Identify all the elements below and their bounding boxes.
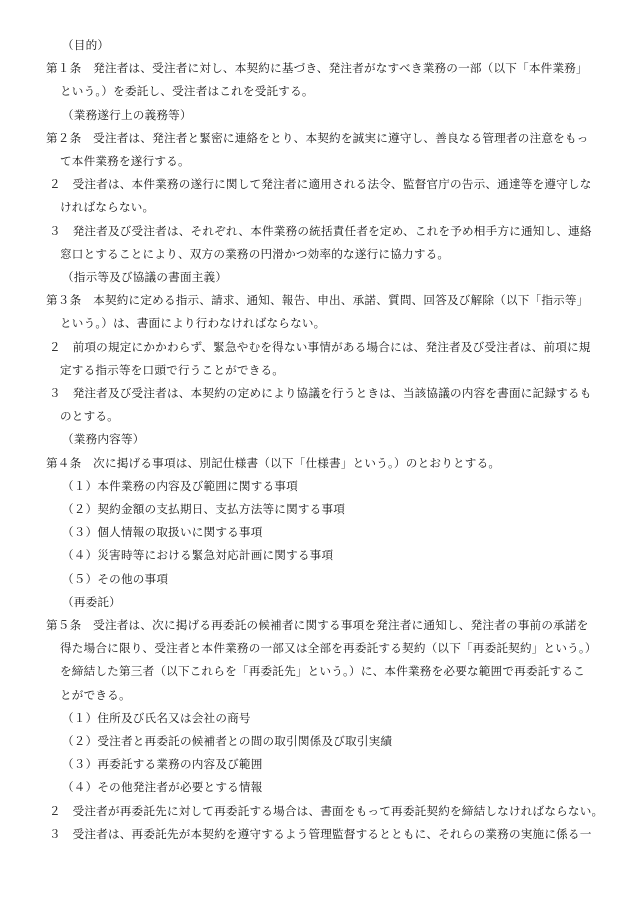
paragraph-line: ３ 発注者及び受注者は、それぞれ、本件業務の統括責任者を定め、これを予め相手方に通知し、連絡 — [49, 223, 592, 238]
article-line: 第３条 本契約に定める指示、請求、通知、報告、申出、承諾、質問、回答及び解除（以下「指示等」 — [46, 293, 589, 308]
continuation-line: とができる。 — [60, 687, 131, 702]
list-item: （１）本件業務の内容及び範囲に関する事項 — [62, 478, 298, 493]
paragraph-line: ３ 発注者及び受注者は、本契約の定めにより協議を行うときは、当該協議の内容を書面に記録するも — [49, 386, 592, 400]
section-heading: （業務遂行上の義務等） — [62, 107, 192, 122]
list-item: （３）個人情報の取扱いに関する事項 — [62, 525, 263, 540]
continuation-line: 定する指示等を口頭で行うことができる。 — [60, 362, 285, 377]
continuation-line: ければならない。 — [60, 200, 155, 215]
article-line: 第４条 次に掲げる事項は、別記仕様書（以下「仕様書」という。）のとおりとする。 — [46, 455, 501, 470]
list-item: （３）再委託する業務の内容及び範囲 — [62, 757, 263, 772]
continuation-line: 得た場合に限り、受注者と本件業務の一部又は全部を再委託する契約（以下「再委託契約」という。） — [60, 641, 597, 656]
continuation-line: て本件業務を遂行する。 — [60, 154, 190, 168]
list-item: （４）その他発注者が必要とする情報 — [62, 780, 263, 795]
article-line: 第２条 受注者は、発注者と緊密に連絡をとり、本契約を誠実に遵守し、善良なる管理者の注意をもっ — [46, 130, 589, 145]
section-heading: （目的） — [62, 38, 110, 52]
list-item: （２）契約金額の支払期日、支払方法等に関する事項 — [62, 502, 346, 516]
paragraph-line: ２ 受注者が再委託先に対して再委託する場合は、書面をもって再委託契約を締結しなければならない。 — [49, 803, 604, 818]
paragraph-line: ２ 受注者は、本件業務の遂行に関して発注者に適用される法令、監督官庁の告示、通達等を遵守しな — [49, 177, 592, 192]
section-heading: （指示等及び協議の書面主義） — [62, 270, 228, 284]
list-item: （２）受注者と再委託の候補者との間の取引関係及び取引実績 — [62, 734, 393, 748]
paragraph-line: ３ 受注者は、再委託先が本契約を遵守するよう管理監督するとともに、それらの業務の実施に係る一 — [49, 826, 592, 841]
continuation-line: 窓口とすることにより、双方の業務の円滑かつ効率的な遂行に協力する。 — [60, 246, 450, 261]
section-heading: （再委託） — [62, 594, 121, 609]
continuation-line: という。）を委託し、受注者はこれを受託する。 — [60, 84, 314, 99]
list-item: （１）住所及び氏名又は会社の商号 — [62, 710, 251, 725]
article-line: 第５条 受注者は、次に掲げる再委託の候補者に関する事項を発注者に通知し、発注者の事前の承諾を — [46, 618, 589, 632]
continuation-line: のとする。 — [60, 409, 119, 424]
article-line: 第１条 発注者は、受注者に対し、本契約に基づき、発注者がなすべき業務の一部（以下「本件業務」 — [46, 61, 588, 76]
section-heading: （業務内容等） — [62, 432, 145, 447]
continuation-line: という。）は、書面により行わなければならない。 — [60, 316, 326, 331]
continuation-line: を締結した第三者（以下これらを「再委託先」という。）に、本件業務を必要な範囲で再委託するこ — [60, 664, 585, 679]
list-item: （５）その他の事項 — [62, 571, 169, 586]
paragraph-line: ２ 前項の規定にかかわらず、緊急やむを得ない事情がある場合には、発注者及び受注者は、前項に規 — [49, 339, 591, 354]
list-item: （４）災害時等における緊急対応計画に関する事項 — [62, 548, 334, 563]
